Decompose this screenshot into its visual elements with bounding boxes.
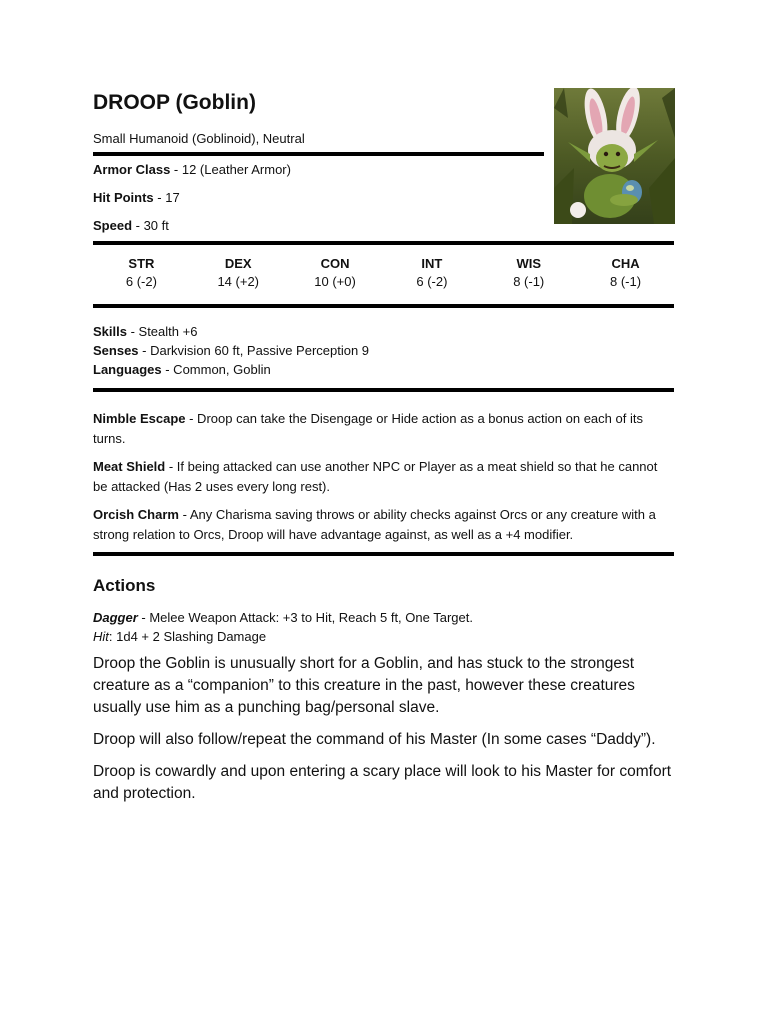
armor-class-label: Armor Class (93, 162, 171, 177)
ability-value: 8 (-1) (513, 274, 545, 289)
ability-cha (577, 255, 674, 291)
ability-value: 10 (+0) (314, 274, 356, 289)
hit-line (93, 627, 674, 646)
armor-class-value: - 12 (Leather Armor) (170, 162, 291, 177)
trait-text: - Any Charisma saving throws or ability checks against Orcs or any creature with a strong relation to Orcs, Droop will have advantage against, as well as a +4 modifier. (93, 507, 656, 542)
divider (93, 152, 544, 156)
languages-label: Languages (93, 362, 162, 377)
trait-nimble-escape (93, 409, 674, 449)
ability-value: 14 (+2) (217, 274, 260, 289)
description-paragraph: Droop is cowardly and upon entering a scary place will look to his Master for comfort and protection. (93, 763, 672, 802)
skills-value: - Stealth +6 (126, 324, 198, 339)
trait-name: Orcish Charm (93, 507, 179, 522)
ability-value: 6 (-2) (416, 274, 448, 289)
ability-value: 8 (-1) (610, 274, 642, 289)
ability-con (287, 255, 384, 291)
trait-name: Meat Shield (93, 459, 166, 474)
trait-text: - Droop can take the Disengage or Hide action as a bonus action on each of its turns. (93, 411, 643, 446)
ability-name: DEX (224, 256, 252, 271)
description-paragraph: Droop the Goblin is unusually short for a Goblin, and has stuck to the strongest creature as a “companion” to this creature in the past, however these creatures usually use him as a punching bag/personal slave. (93, 655, 635, 716)
creature-type: Small Humanoid (Goblinoid), Neutral (93, 131, 305, 146)
divider (93, 304, 674, 308)
ability-name: WIS (516, 256, 541, 271)
attack-text: - Melee Weapon Attack: +3 to Hit, Reach 5 ft, One Target. (137, 610, 473, 625)
hit-points-label: Hit Points (93, 190, 154, 205)
ability-int (383, 255, 480, 291)
trait-text: - If being attacked can use another NPC or Player as a meat shield so that he cannot be attacked (Has 2 uses every long rest). (93, 459, 658, 494)
ability-scores (93, 255, 674, 291)
hit-points-line (93, 189, 674, 207)
trait-meat-shield (93, 457, 674, 497)
actions-heading: Actions (93, 576, 156, 595)
divider (93, 388, 674, 392)
skills-line (93, 322, 674, 341)
description-paragraph: Droop will also follow/repeat the command of his Master (In some cases “Daddy”). (93, 731, 656, 748)
languages-value: - Common, Goblin (161, 362, 271, 377)
ability-name: STR (128, 256, 155, 271)
ability-str (93, 255, 190, 291)
senses-label: Senses (93, 343, 139, 358)
speed-line (93, 217, 674, 235)
trait-name: Nimble Escape (93, 411, 186, 426)
ability-name: INT (421, 256, 443, 271)
speed-value: - 30 ft (132, 218, 169, 233)
armor-class-line (93, 161, 674, 179)
divider (93, 552, 674, 556)
hit-text: : 1d4 + 2 Slashing Damage (108, 629, 267, 644)
ability-value: 6 (-2) (125, 274, 157, 289)
speed-label: Speed (93, 218, 133, 233)
ability-dex (190, 255, 287, 291)
stat-block (93, 88, 674, 805)
attack-line (93, 608, 674, 627)
languages-line (93, 360, 674, 379)
senses-value: - Darkvision 60 ft, Passive Perception 9 (138, 343, 370, 358)
trait-orcish-charm (93, 505, 674, 545)
senses-line (93, 341, 674, 360)
divider (93, 241, 674, 245)
hit-label: Hit (93, 629, 109, 644)
hit-points-value: - 17 (153, 190, 180, 205)
creature-name: DROOP (Goblin) (93, 91, 256, 114)
skills-label: Skills (93, 324, 127, 339)
attack-name: Dagger (93, 610, 138, 625)
ability-name: CHA (611, 256, 640, 271)
ability-wis (480, 255, 577, 291)
ability-name: CON (320, 256, 350, 271)
